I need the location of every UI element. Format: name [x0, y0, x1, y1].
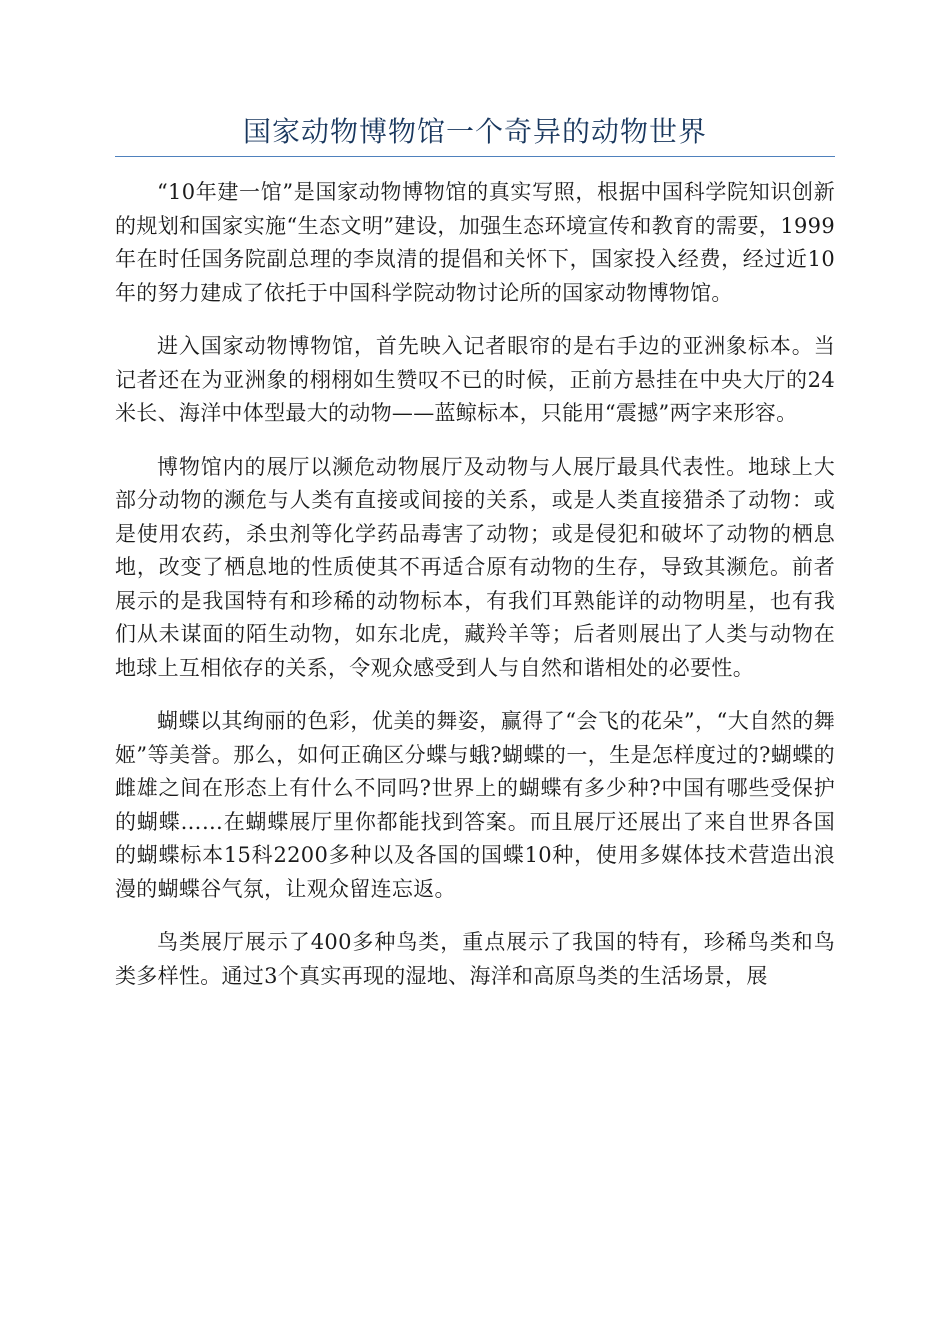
paragraph: 蝴蝶以其绚丽的色彩，优美的舞姿，赢得了“会飞的花朵”，“大自然的舞姬”等美誉。那么，如何正确区分蝶与蛾?蝴蝶的一，生是怎样度过的?蝴蝶的雌雄之间在形态上有什么不同吗?世界上的蝴蝶有多少种?中国有哪些受保护的蝴蝶……在蝴蝶展厅里你都能找到答案。而且展厅还展出了来自世界各国的蝴蝶标本15科2200多种以及各国的国蝶10种，使用多媒体技术营造出浪漫的蝴蝶谷气氛，让观众留连忘返。	[115, 709, 835, 901]
paragraph: 博物馆内的展厅以濒危动物展厅及动物与人展厅最具代表性。地球上大部分动物的濒危与人类有直接或间接的关系，或是人类直接猎杀了动物：或是使用农药，杀虫剂等化学药品毒害了动物；或是侵犯和破坏了动物的栖息地，改变了栖息地的性质使其不再适合原有动物的生存，导致其濒危。前者展示的是我国特有和珍稀的动物标本，有我们耳熟能详的动物明星，也有我们从未谋面的陌生动物，如东北虎，藏羚羊等；后者则展出了人类与动物在地球上互相依存的关系，令观众感受到人与自然和谐相处的必要性。	[115, 454, 835, 680]
paragraph: “10年建一馆”是国家动物博物馆的真实写照，根据中国科学院知识创新的规划和国家实施“生态文明”建设，加强生态环境宣传和教育的需要，1999年在时任国务院副总理的李岚清的提倡和关怀下，国家投入经费，经过近10年的努力建成了依托于中国科学院动物讨论所的国家动物博物馆。	[115, 180, 835, 305]
title-block	[115, 112, 835, 157]
page-title: 国家动物博物馆一个奇异的动物世界	[242, 115, 707, 148]
article-body	[115, 176, 835, 1013]
paragraph: 进入国家动物博物馆，首先映入记者眼帘的是右手边的亚洲象标本。当记者还在为亚洲象的栩栩如生赞叹不已的时候，正前方悬挂在中央大厅的24米长、海洋中体型最大的动物——蓝鲸标本，只能用“震撼”两字来形容。	[115, 334, 835, 425]
paragraph: 鸟类展厅展示了400多种鸟类，重点展示了我国的特有，珍稀鸟类和鸟类多样性。通过3个真实再现的湿地、海洋和高原鸟类的生活场景，展	[115, 930, 835, 988]
